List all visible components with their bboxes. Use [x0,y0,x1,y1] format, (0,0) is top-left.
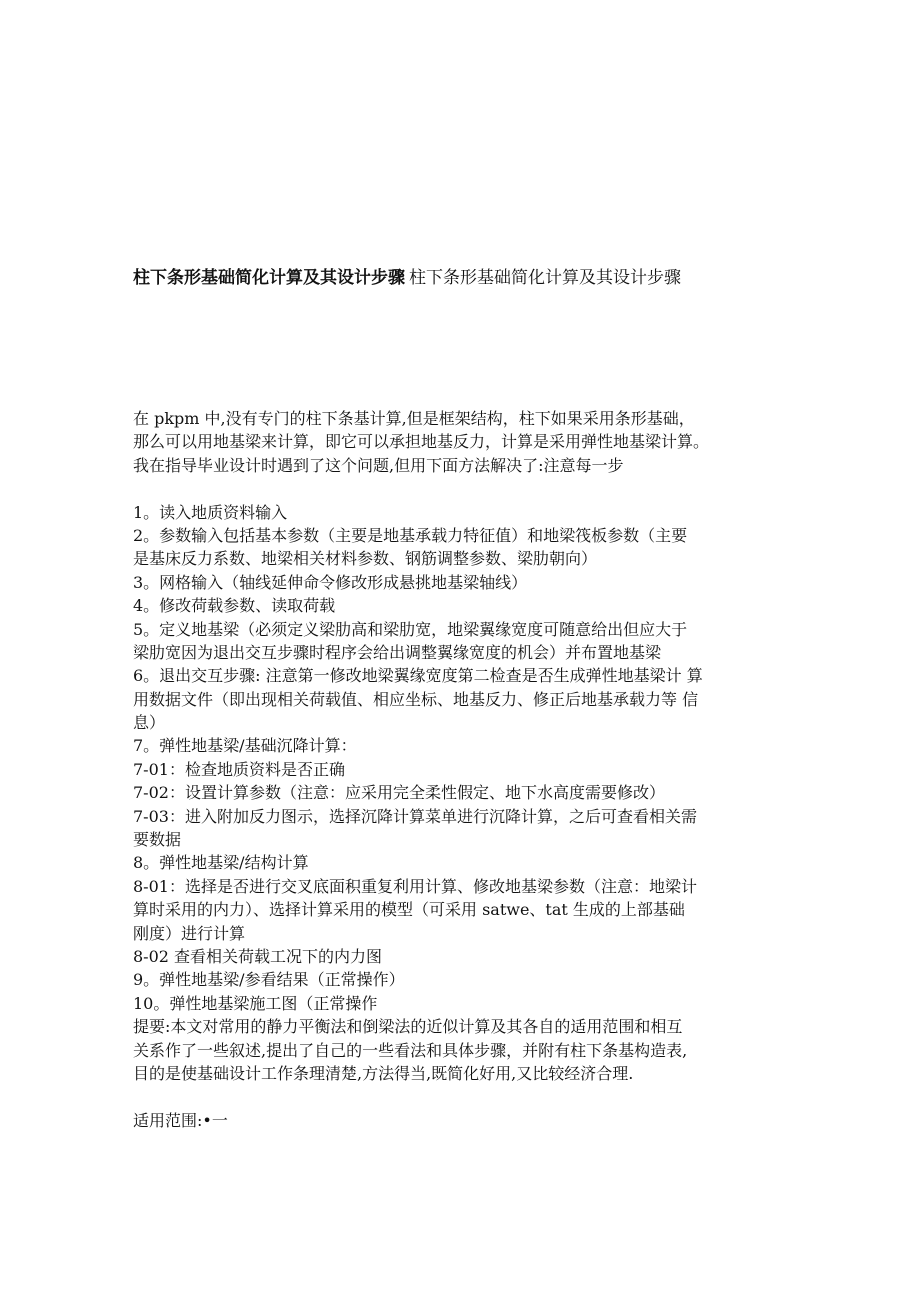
step-line: 6。退出交互步骤: 注意第一修改地梁翼缘宽度第二检查是否生成弹性地基梁计 算 [133,666,703,686]
step-line: 7-03：进入附加反力图示，选择沉降计算菜单进行沉降计算，之后可查看相关需 [133,806,697,826]
intro-line: 我在指导毕业设计时遇到了这个问题,但用下面方法解决了:注意每一步 [133,455,624,475]
step-line: 9。弹性地基梁/参看结果（正常操作） [133,970,405,990]
step-line: 3。网格输入（轴线延伸命令修改形成悬挑地基梁轴线） [133,572,528,592]
title-normal-text: 柱下条形基础简化计算及其设计步骤 [409,268,681,288]
summary-line: 目的是使基础设计工作条理清楚,方法得当,既简化好用,又比较经济合理. [133,1063,634,1083]
document-body [133,407,813,1132]
title-bold-text: 柱下条形基础简化计算及其设计步骤 [133,268,405,288]
step-line: 8-02 查看相关荷载工况下的内力图 [133,946,383,966]
step-line: 息） [133,713,166,733]
scope-label: 适用范围:•一 [133,1110,228,1130]
step-line: 10。弹性地基梁施工图（正常操作 [133,993,378,1013]
step-line: 4。修改荷载参数、读取荷载 [133,596,336,616]
step-line: 7。弹性地基梁/基础沉降计算： [133,736,357,756]
paragraph-gap [133,477,813,500]
intro-line: 那么可以用地基梁来计算，即它可以承担地基反力，计算是采用弹性地基梁计算。 [133,432,710,452]
step-line: 7-02：设置计算参数（注意：应采用完全柔性假定、地下水高度需要修改） [133,783,665,803]
step-line: 1。读入地质资料输入 [133,502,288,522]
step-line: 要数据 [133,830,182,850]
step-line: 刚度）进行计算 [133,923,246,943]
step-line: 8-01：选择是否进行交叉底面积重复利用计算、修改地基梁参数（注意：地梁计 [133,876,697,896]
summary-line: 提要:本文对常用的静力平衡法和倒梁法的近似计算及其各自的适用范围和相互 [133,1017,683,1037]
step-line: 5。定义地基梁（必须定义梁肋高和梁肋宽，地梁翼缘宽度可随意给出但应大于 [133,619,688,639]
step-line: 用数据文件（即出现相关荷载值、相应坐标、地基反力、修正后地基承载力等 信 [133,689,699,709]
step-line: 7-01：检查地质资料是否正确 [133,759,345,779]
summary-line: 关系作了一些叙述,提出了自己的一些看法和具体步骤，并附有柱下条基构造表, [133,1040,688,1060]
intro-line: 在 pkpm 中,没有专门的柱下条基计算,但是框架结构，柱下如果采用条形基础， [133,409,695,428]
paragraph-gap [133,1085,813,1108]
step-line: 2。参数输入包括基本参数（主要是地基承载力特征值）和地梁筏板参数（主要 [133,525,688,545]
step-line: 算时采用的内力）、选择计算采用的模型（可采用 satwe、tat 生成的上部基础 [133,900,685,920]
document-title [133,266,893,290]
step-line: 梁肋宽因为退出交互步骤时程序会给出调整翼缘宽度的机会）并布置地基梁 [133,642,662,662]
step-line: 是基床反力系数、地梁相关材料参数、钢筋调整参数、梁肋朝向） [133,549,598,569]
step-line: 8。弹性地基梁/结构计算 [133,853,309,873]
